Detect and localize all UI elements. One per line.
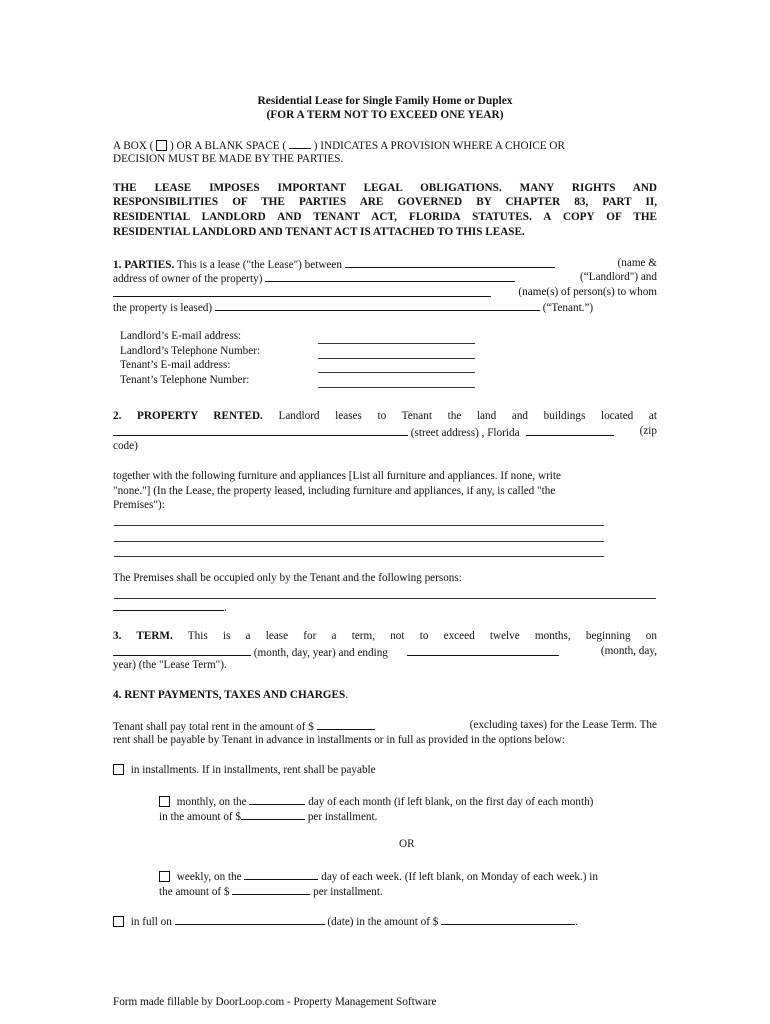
notice-line-2: DECISION MUST BE MADE BY THE PARTIES. — [113, 153, 344, 165]
weekly-option-line-1 — [159, 869, 598, 883]
notice-text-b: ) OR A BLANK SPACE ( — [170, 140, 287, 152]
example-blank — [289, 138, 311, 149]
weekly-text-c: the amount of $ — [159, 886, 230, 898]
document-subtitle: (FOR A TERM NOT TO EXCEED ONE YEAR) — [266, 109, 504, 121]
monthly-text-a: monthly, on the — [176, 796, 247, 808]
example-checkbox — [156, 140, 167, 151]
term-heading: 3. TERM. — [113, 630, 173, 642]
rent-heading — [113, 689, 657, 701]
property-line-3: code) — [113, 440, 138, 452]
or-separator: OR — [399, 838, 415, 850]
landlord-email-field[interactable] — [318, 343, 475, 344]
weekly-amount-field[interactable] — [232, 884, 310, 895]
full-payment-checkbox[interactable] — [113, 916, 124, 927]
landlord-phone-label: Landlord’s Telephone Number: — [120, 345, 261, 357]
rent-p1-end: (excluding taxes) for the Lease Term. The — [469, 719, 657, 731]
monthly-text-d: per installment. — [307, 811, 378, 823]
full-text-b: (date) in the amount of $ — [327, 916, 439, 928]
parties-line-3 — [113, 286, 657, 300]
furniture-field-1[interactable] — [114, 525, 604, 526]
rent-p1-start: Tenant shall pay total rent in the amount of $ — [113, 721, 314, 733]
street-address-field[interactable] — [113, 425, 408, 436]
term-line-1 — [113, 630, 657, 645]
notice-text-c: ) INDICATES A PROVISION WHERE A CHOICE OR — [313, 140, 565, 152]
rent-heading-period: . — [345, 689, 348, 701]
term-line-3: year) (the "Lease Term"). — [113, 659, 227, 671]
parties-line-1 — [113, 257, 657, 271]
full-amount-field[interactable] — [441, 914, 575, 925]
term-text: This is a lease for a term, not to exceed twelve months, beginning on — [187, 630, 657, 642]
parties-line-2 — [113, 271, 657, 285]
furniture-line-3: Premises"): — [113, 499, 165, 511]
warning-line-2: RESPONSIBILITIES OF THE PARTIES ARE GOVERNED BY CHAPTER 83, PART II, — [113, 196, 657, 208]
installments-checkbox[interactable] — [113, 764, 124, 775]
warning-line-4: RESIDENTIAL LANDLORD AND TENANT ACT IS ATTACHED TO THIS LEASE. — [113, 226, 525, 238]
occupants-field-1[interactable] — [114, 598, 656, 599]
parties-l4-start: the property is leased) — [113, 302, 213, 314]
landlord-address-field[interactable] — [265, 271, 515, 282]
tenant-email-label: Tenant’s E-mail address: — [120, 359, 231, 371]
furniture-line-2: "none."] (In the Lease, the property leased, including furniture and appliances, if any, is called "the — [113, 485, 556, 497]
warning-line-3: RESIDENTIAL LANDLORD AND TENANT ACT, FLORIDA STATUTES. A COPY OF THE — [113, 211, 657, 223]
notice-line-1 — [113, 138, 657, 152]
furniture-field-2[interactable] — [114, 541, 604, 542]
notice-text-a: A BOX ( — [113, 140, 154, 152]
total-rent-field[interactable] — [317, 719, 375, 730]
furniture-line-1: together with the following furniture and appliances [List all furniture and appliances. If none, write — [113, 470, 561, 482]
tenant-names-field[interactable] — [113, 286, 491, 297]
rent-line-1 — [113, 719, 657, 733]
monthly-day-field[interactable] — [249, 794, 305, 805]
term-end-date-field[interactable] — [407, 645, 559, 656]
property-heading: 2. PROPERTY RENTED. — [113, 410, 263, 422]
weekly-text-b: day of each week. (If left blank, on Monday of each week.) in — [321, 871, 598, 883]
monthly-checkbox[interactable] — [159, 796, 170, 807]
property-l2-end: (zip — [639, 425, 657, 437]
landlord-name-field[interactable] — [345, 257, 555, 268]
zip-code-field[interactable] — [526, 425, 614, 436]
installments-option — [113, 764, 657, 776]
property-line-2 — [113, 425, 657, 439]
parties-l4-end: (“Tenant.”) — [542, 302, 594, 314]
weekly-option-line-2 — [159, 884, 383, 898]
monthly-text-b: day of each month (if left blank, on the first day of each month) — [308, 796, 594, 808]
parties-l3-end: (name(s) of person(s) to whom — [518, 286, 657, 298]
parties-l2-end: (“Landlord") and — [580, 271, 657, 283]
full-text-a: in full on — [130, 916, 172, 928]
rent-line-2: rent shall be payable by Tenant in advance in installments or in full as provided in the options below: — [113, 734, 566, 746]
full-text-c: . — [575, 916, 578, 928]
tenant-email-field[interactable] — [318, 372, 475, 373]
weekly-checkbox[interactable] — [159, 871, 170, 882]
monthly-text-c: in the amount of $ — [159, 811, 242, 823]
property-line-1 — [113, 410, 657, 425]
term-l2-mid: (month, day, year) and ending — [253, 647, 388, 659]
parties-text: This is a lease ("the Lease") between — [176, 259, 342, 271]
document-title: Residential Lease for Single Family Home or Duplex — [257, 95, 513, 107]
monthly-option-line-2 — [159, 809, 377, 823]
tenant-phone-label: Tenant’s Telephone Number: — [120, 374, 250, 386]
term-line-2 — [113, 645, 657, 659]
property-l2-mid: (street address) , Florida — [410, 427, 520, 439]
tenant-property-field[interactable] — [215, 300, 540, 311]
tenant-phone-field[interactable] — [318, 387, 475, 388]
weekly-text-a: weekly, on the — [176, 871, 242, 883]
warning-line-1: THE LEASE IMPOSES IMPORTANT LEGAL OBLIGATIONS. MANY RIGHTS AND — [113, 182, 657, 194]
parties-l1-end: (name & — [617, 257, 657, 269]
parties-l2-start: address of owner of the property) — [113, 273, 263, 285]
furniture-field-3[interactable] — [114, 556, 604, 557]
footer-text: Form made fillable by DoorLoop.com - Property Management Software — [113, 996, 437, 1008]
rent-heading-text: 4. RENT PAYMENTS, TAXES AND CHARGES — [113, 689, 346, 701]
full-payment-option — [113, 914, 657, 928]
monthly-option-line-1 — [159, 794, 593, 808]
term-start-date-field[interactable] — [113, 645, 251, 656]
parties-heading: 1. PARTIES. — [113, 259, 175, 271]
occupants-period: . — [224, 602, 227, 614]
monthly-amount-field[interactable] — [241, 809, 305, 820]
property-text: Landlord leases to Tenant the land and buildings located at — [278, 410, 657, 422]
installments-text: in installments. If in installments, rent shall be payable — [130, 764, 376, 776]
full-date-field[interactable] — [175, 914, 325, 925]
occupants-text: The Premises shall be occupied only by the Tenant and the following persons: — [113, 572, 462, 584]
landlord-phone-field[interactable] — [318, 358, 475, 359]
occupants-field-2[interactable] — [113, 600, 224, 611]
weekly-day-field[interactable] — [244, 869, 318, 880]
landlord-email-label: Landlord’s E-mail address: — [120, 330, 242, 342]
occupants-line-2 — [113, 600, 657, 614]
term-l2-end: (month, day, — [600, 645, 657, 657]
weekly-text-d: per installment. — [313, 886, 383, 898]
parties-line-4 — [113, 300, 657, 314]
